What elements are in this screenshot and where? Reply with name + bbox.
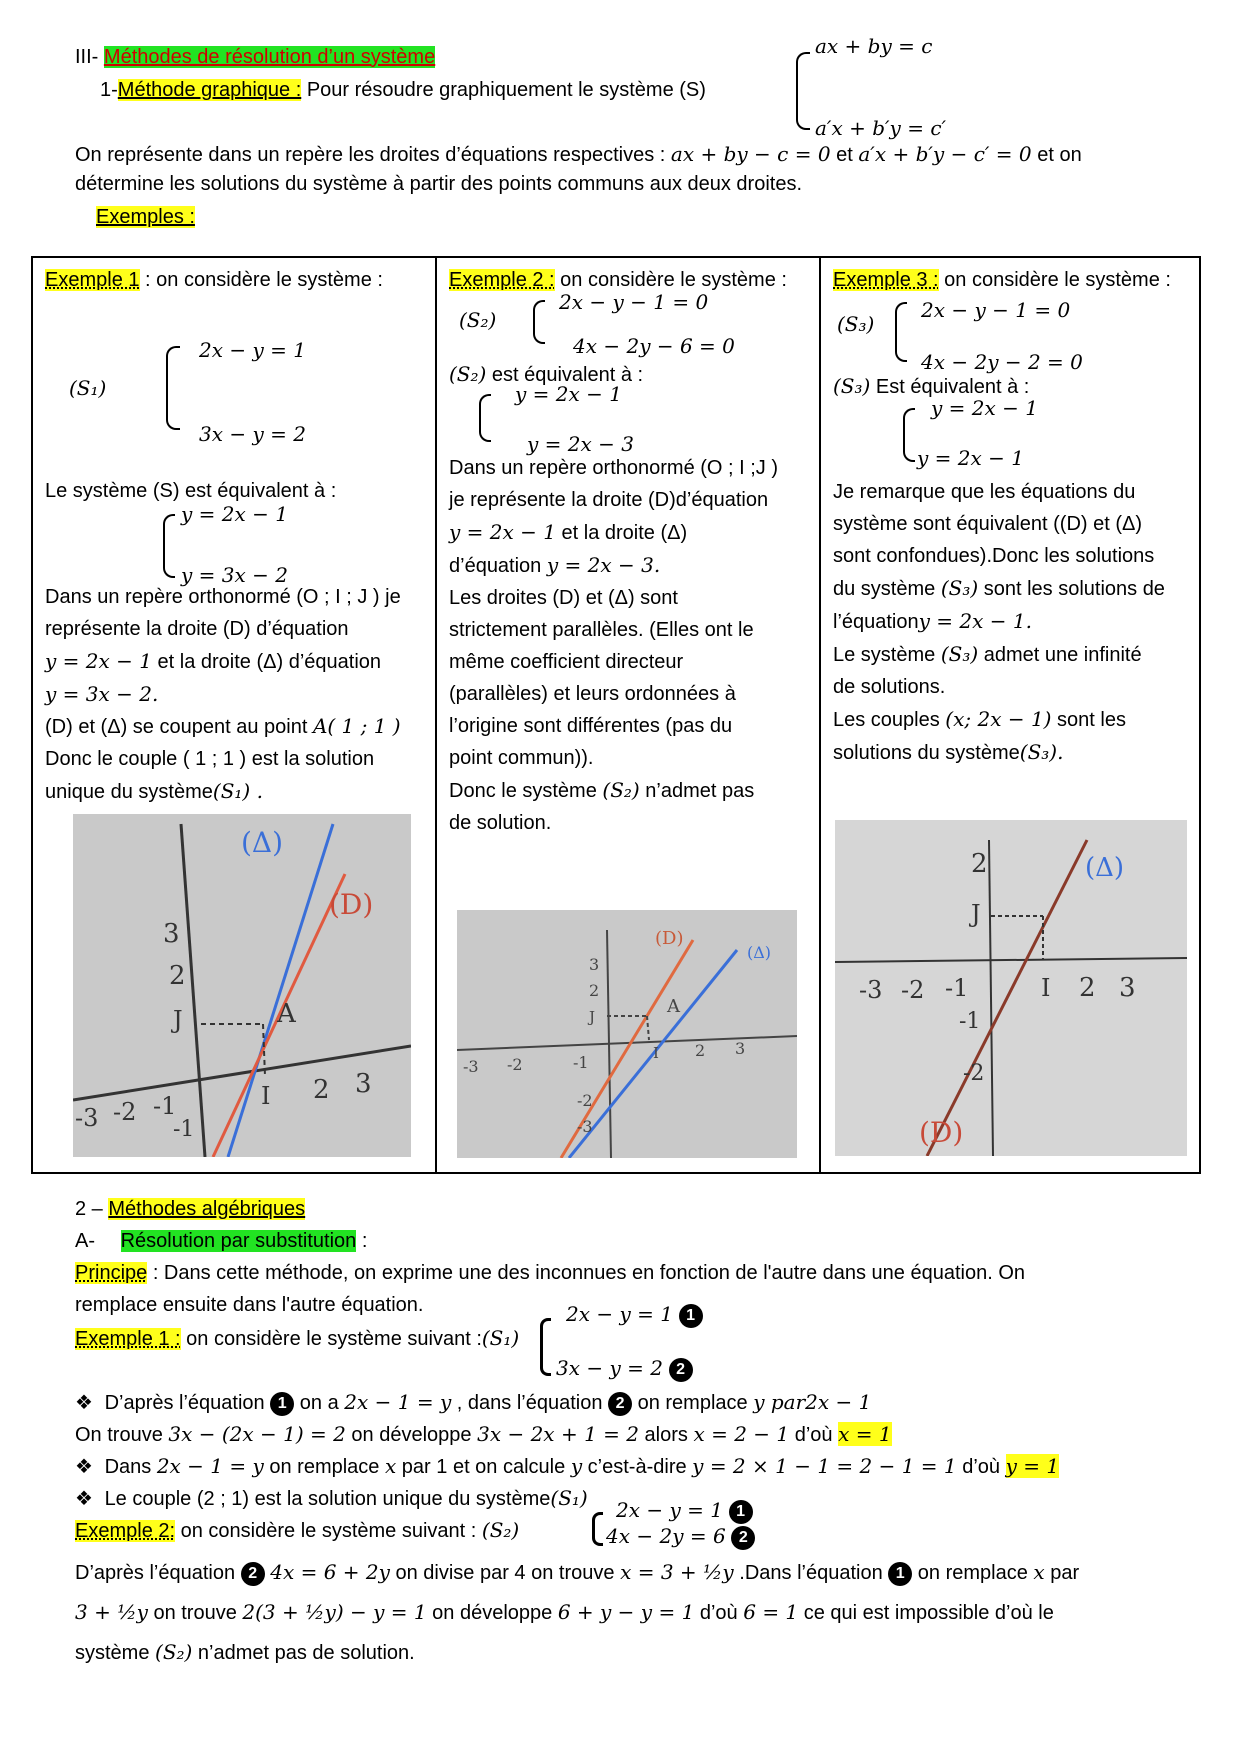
l6-eq3: 6 + y − y = 1: [557, 1600, 695, 1624]
algebra-ex1-eq2: 3x − y = 2: [556, 1356, 663, 1380]
general-eq1: ax + by = c: [815, 34, 933, 58]
ex2-eqA: y = 2x − 1: [515, 382, 622, 406]
ex3-p8-text: Les couples: [833, 709, 946, 731]
bullet-line3: [75, 1486, 588, 1511]
general-system-brace: [796, 52, 810, 130]
circled-number-1: 1: [888, 1562, 912, 1586]
ex2-sys-name: (S₂): [459, 308, 497, 332]
ex3-eqB: y = 2x − 1: [917, 446, 1024, 470]
algebra-ex1-brace: [540, 1318, 551, 1376]
ex3-p5: [833, 605, 1165, 638]
section3-number: III-: [75, 46, 99, 68]
algebra-ex2-intro-text: on considère le système suivant :: [175, 1520, 482, 1542]
ex3-p8-eq: (x; 2x − 1): [945, 707, 1052, 731]
ex3-x-3: -3: [859, 976, 883, 1004]
ex3-graph-photo: [835, 820, 1187, 1156]
ex2-eqB: y = 2x − 3: [527, 432, 634, 456]
ex1-intro: [45, 269, 383, 292]
ex1-p7: [45, 775, 401, 808]
line-on-trouve: [75, 1422, 892, 1447]
b2-eq2: y = 2 × 1 − 1 = 2 − 1 = 1: [692, 1454, 957, 1478]
b2-x: x: [384, 1454, 397, 1478]
diamond-bullet-icon: ❖: [75, 1392, 93, 1414]
subsection1-number: 1-: [100, 79, 118, 101]
principle-text: : Dans cette méthode, on exprime une des inconnues en fonction de l'autre dans une équation. On: [147, 1262, 1025, 1284]
circled-number-1: 1: [270, 1392, 294, 1416]
b3-sys: (S₁): [550, 1486, 588, 1510]
ex1-x-1: -1: [153, 1092, 177, 1120]
ex3-p5-eq: y = 2x − 1.: [918, 609, 1032, 633]
ex1-p7-text: unique du système: [45, 781, 213, 803]
examples-label: Exemples :: [96, 206, 195, 228]
ex3-p9-text: solutions du système: [833, 742, 1020, 764]
ex1-equiv: Le système (S) est équivalent à :: [45, 480, 337, 502]
b2-result: y = 1: [1005, 1454, 1060, 1478]
ex3-p6-text: Le système: [833, 644, 941, 666]
ex2-x-2: -2: [507, 1055, 523, 1074]
b1-text-b: on a: [294, 1392, 345, 1414]
algebra-ex1-eq2-row: [556, 1356, 693, 1382]
ex2-x-3: -3: [463, 1057, 479, 1076]
algebra-ex2-label: Exemple 2:: [75, 1520, 176, 1542]
ex1-y2: 2: [169, 961, 186, 991]
bullet-line2: [75, 1454, 1059, 1479]
circled-number-2: 2: [731, 1526, 755, 1550]
l2-text-c: alors: [638, 1424, 694, 1446]
l6-text-a: on trouve: [147, 1602, 243, 1624]
ex3-p4: [833, 572, 1165, 605]
ex2-p11-text: Donc le système: [449, 780, 603, 802]
ex2-equiv-brace: [479, 394, 491, 442]
para-end: et on: [1037, 144, 1082, 166]
ex2-p12: de solution.: [449, 812, 552, 834]
ex1-intro-text: : on considère le système :: [139, 269, 383, 291]
ex3-label-i: I: [1041, 974, 1051, 1002]
ex1-label-i: I: [261, 1082, 271, 1110]
ex3-equiv-brace: [903, 408, 915, 462]
ex2-p2: je représente la droite (D)d’équation: [449, 489, 769, 511]
ex1-p1: Dans un repère orthonormé (O ; I ; J ) je: [45, 586, 401, 608]
l6-eq4: 6 = 1: [743, 1600, 799, 1624]
b2-text-a: Dans: [104, 1456, 157, 1478]
l7-text-a: système: [75, 1642, 156, 1664]
ex3-sys-name: (S₃): [837, 312, 875, 336]
algebra-ex2-brace: [592, 1512, 603, 1546]
ex2-p3-eq: y = 2x − 1: [449, 520, 556, 544]
ex3-p4-text: du système: [833, 578, 941, 600]
subsection1-title: Méthode graphique :: [117, 79, 302, 101]
l6-text-d: ce qui est impossible d’où le: [798, 1602, 1054, 1624]
ex3-p5-text: l’équation: [833, 611, 919, 633]
ex3-label-delta: (Δ): [1085, 853, 1125, 883]
ex2-p9: l’origine sont différentes (pas du: [449, 715, 733, 737]
b2-eq: 2x − 1 = y: [156, 1454, 264, 1478]
b1-text-d: on remplace: [632, 1392, 754, 1414]
ex1-label-d: (D): [329, 888, 374, 921]
ex1-eq1: 2x − y = 1: [199, 338, 306, 362]
ex1-p7-sys: (S₁) .: [212, 779, 263, 803]
section2-number: 2 –: [75, 1198, 103, 1220]
l5-text-b: on divise par 4 on trouve: [389, 1562, 621, 1584]
ex1-explanation: [45, 581, 401, 808]
ex2-p5: Les droites (D) et (Δ) sont: [449, 587, 678, 609]
algebra-ex1-eq1: 2x − y = 1: [566, 1302, 673, 1326]
ex1-graph: [73, 814, 411, 1157]
ex2-eq2: 4x − 2y − 6 = 0: [573, 334, 735, 358]
l7-sys: (S₂): [155, 1640, 193, 1664]
ex3-x3: 3: [1119, 973, 1136, 1003]
para-eq-b: a′x + b′y − c′ = 0: [858, 142, 1032, 166]
algebra-ex1-label: Exemple 1 :: [75, 1328, 181, 1350]
ex1-label-a: A: [277, 999, 296, 1029]
method-paragraph-line1: [75, 142, 1082, 167]
general-eq2: a′x + b′y = c′: [815, 116, 947, 140]
diamond-bullet-icon: ❖: [75, 1488, 93, 1510]
example1-cell: [32, 257, 436, 1173]
b1-text-c: , dans l’équation: [451, 1392, 609, 1414]
l2-text-a: On trouve: [75, 1424, 169, 1446]
ex2-label: Exemple 2 :: [449, 269, 555, 291]
ex3-eqA: y = 2x − 1: [931, 396, 1038, 420]
ex2-p11-sys: (S₂): [602, 778, 640, 802]
algebra-ex2-sys: (S₂): [481, 1518, 520, 1542]
ex2-p10: point commun)).: [449, 747, 594, 769]
ex2-y3: 3: [589, 955, 600, 974]
ex3-p4-end: sont les solutions de: [978, 578, 1165, 600]
ex3-y-2: -2: [963, 1061, 985, 1086]
ex2-p4: [449, 549, 778, 582]
ex1-x-2: -2: [113, 1098, 137, 1126]
ex3-label-d: (D): [919, 1116, 964, 1149]
ex3-x2: 2: [1079, 973, 1096, 1003]
l6-text-b: on développe: [426, 1602, 558, 1624]
ex2-explanation: [449, 452, 778, 839]
ex2-p3-text: et la droite (Δ): [555, 522, 688, 544]
ex2-p11: [449, 774, 778, 807]
example2-cell: [436, 257, 820, 1173]
b2-y: y: [570, 1454, 583, 1478]
ex2-equiv-sys: (S₂): [449, 362, 487, 386]
ex2-p4-eq: y = 2x − 3.: [546, 553, 661, 577]
algebra-ex2-eq2-row: [606, 1524, 755, 1550]
circled-number-2: 2: [608, 1392, 632, 1416]
algebra-ex1-intro: [75, 1326, 519, 1351]
ex2-p8: (parallèles) et leurs ordonnées à: [449, 683, 736, 705]
l2-result: x = 1: [838, 1422, 892, 1446]
ex2-label-d: (D): [655, 928, 684, 949]
ex3-p4-sys: (S₃): [940, 576, 979, 600]
ex1-x-3: -3: [75, 1104, 99, 1132]
ex1-equiv-brace: [163, 514, 175, 578]
algebra-ex2-eq2: 4x − 2y = 6: [606, 1524, 726, 1548]
algebra-ex2-line3: [75, 1640, 415, 1665]
ex2-p7: même coefficient directeur: [449, 651, 684, 673]
ex1-y3: 3: [163, 919, 180, 949]
subsectionA-number: A-: [75, 1230, 95, 1252]
ex2-intro-text: on considère le système :: [554, 269, 787, 291]
examples-heading: [96, 206, 195, 229]
ex2-eq1: 2x − y − 1 = 0: [559, 290, 709, 314]
ex2-label-delta: (Δ): [747, 943, 772, 962]
b1-text-a: D’après l’équation: [104, 1392, 271, 1414]
ex2-system-brace: [533, 300, 545, 344]
bullet-line1: [75, 1390, 871, 1416]
algebra-ex2-line2: [75, 1600, 1054, 1625]
algebra-ex2-intro: [75, 1518, 519, 1543]
ex2-y-2: -2: [577, 1091, 593, 1110]
ex3-intro: [833, 269, 1171, 292]
ex1-p4: y = 3x − 2.: [45, 682, 159, 706]
ex1-p3-text: et la droite (Δ) d’équation: [151, 651, 382, 673]
ex3-y-axis: [989, 840, 993, 1156]
ex2-x3: 3: [735, 1039, 746, 1058]
l2-eq3: x = 2 − 1: [693, 1422, 790, 1446]
ex3-label: Exemple 3 :: [833, 269, 939, 291]
ex3-p8-end: sont les: [1051, 709, 1126, 731]
l5-eq: 4x = 6 + 2y: [270, 1560, 390, 1584]
ex3-equiv-sys: (S₃): [833, 374, 871, 398]
ex1-eqA: y = 2x − 1: [181, 502, 288, 526]
subsectionA-heading: [75, 1230, 367, 1253]
subsection1-heading: [100, 79, 706, 102]
ex3-eq2: 4x − 2y − 2 = 0: [921, 350, 1083, 374]
ex1-p5-text: (D) et (Δ) se coupent au point: [45, 716, 313, 738]
circled-number-1: 1: [679, 1304, 703, 1328]
ex2-y2: 2: [589, 981, 600, 1000]
circled-number-2: 2: [669, 1358, 693, 1382]
algebra-ex2-eq1-row: [616, 1498, 753, 1524]
ex1-eq2: 3x − y = 2: [199, 422, 306, 446]
ex2-label-j: J: [589, 1008, 596, 1026]
section3-heading: [75, 46, 435, 69]
ex1-y-1: -1: [173, 1117, 195, 1142]
l6-text-c: d’où: [694, 1602, 744, 1624]
ex2-label-i: I: [653, 1044, 659, 1062]
ex3-y-1: -1: [959, 1009, 981, 1034]
examples-table: [31, 256, 1201, 1174]
ex1-p3: [45, 645, 401, 678]
algebra-ex1-eq1-row: [566, 1302, 703, 1328]
b2-text-c: par 1 et on calcule: [396, 1456, 571, 1478]
ex3-x-2: -2: [901, 976, 925, 1004]
l2-eq: 3x − (2x − 1) = 2: [168, 1422, 346, 1446]
ex2-graph-photo: [457, 910, 797, 1158]
ex1-p5: [45, 710, 401, 743]
ex1-label-j: J: [173, 1006, 183, 1034]
ex3-explanation: [833, 476, 1165, 769]
l2-eq2: 3x − 2x + 1 = 2: [477, 1422, 639, 1446]
example3-cell: [820, 257, 1200, 1173]
ex2-p1: Dans un repère orthonormé (O ; I ;J ): [449, 457, 779, 479]
subsection1-text: Pour résoudre graphiquement le système (S): [306, 79, 706, 101]
l2-text-b: on développe: [345, 1424, 478, 1446]
ex1-p5-point: A( 1 ; 1 ): [312, 714, 401, 738]
circled-number-2: 2: [241, 1562, 265, 1586]
l5-text-d: on remplace: [912, 1562, 1034, 1584]
l2-text-d: d’où: [789, 1424, 839, 1446]
ex3-graph: [835, 820, 1187, 1156]
principle-line1: [75, 1262, 1025, 1285]
section2-title: Méthodes algébriques: [108, 1198, 306, 1220]
method-paragraph-line2: détermine les solutions du système à partir des points communs aux deux droites.: [75, 173, 803, 195]
ex2-intro: [449, 269, 787, 292]
ex3-p9: [833, 736, 1165, 769]
ex3-intro-text: on considère le système :: [938, 269, 1171, 291]
b1-eq2: y par2x − 1: [753, 1390, 872, 1414]
ex1-label-delta: (Δ): [241, 826, 284, 859]
b2-text-e: d’où: [956, 1456, 1006, 1478]
b3-text: Le couple (2 ; 1) est la solution unique du système: [104, 1488, 551, 1510]
para-eq-a: ax + by − c = 0: [670, 142, 831, 166]
ex1-p3-eq: y = 2x − 1: [45, 649, 152, 673]
ex1-sys-name: (S₁): [69, 376, 107, 400]
ex2-equiv-text: est équivalent à :: [486, 364, 644, 386]
ex3-p9-sys: (S₃).: [1019, 740, 1064, 764]
ex3-equiv-text: Est équivalent à :: [870, 376, 1030, 398]
ex2-y-3: -3: [577, 1117, 593, 1136]
ex2-label-a: A: [667, 996, 680, 1017]
para-et: et: [836, 144, 853, 166]
diamond-bullet-icon: ❖: [75, 1456, 93, 1478]
b2-text-b: on remplace: [263, 1456, 385, 1478]
subsectionA-colon: :: [356, 1230, 368, 1252]
ex3-p6-sys: (S₃): [940, 642, 979, 666]
principle-label: Principe: [75, 1262, 148, 1284]
ex3-p7: de solutions.: [833, 676, 946, 698]
ex2-x2: 2: [695, 1041, 706, 1060]
ex3-p8: [833, 703, 1165, 736]
algebra-ex2-eq1: 2x − y = 1: [616, 1498, 723, 1522]
ex1-eqB: y = 3x − 2: [181, 563, 288, 587]
ex3-p6-end: admet une infinité: [978, 644, 1142, 666]
ex1-p2: représente la droite (D) d’équation: [45, 618, 349, 640]
ex3-eq1: 2x − y − 1 = 0: [921, 298, 1071, 322]
ex3-x-axis: [835, 958, 1187, 962]
ex3-p3: sont confondues).Donc les solutions: [833, 545, 1155, 567]
ex1-system-brace: [166, 346, 180, 430]
ex2-p6: strictement parallèles. (Elles ont le: [449, 619, 754, 641]
ex3-y2: 2: [971, 849, 988, 879]
ex2-p3: [449, 516, 778, 549]
l6-eq: 3 + ½y: [75, 1600, 148, 1624]
ex1-graph-photo: [73, 814, 411, 1157]
l5-x: x: [1033, 1560, 1045, 1584]
ex3-p1: Je remarque que les équations du: [833, 481, 1136, 503]
para-text: On représente dans un repère les droites d’équations respectives :: [75, 144, 666, 166]
ex2-x-1: -1: [573, 1053, 589, 1072]
l5-text-c: .Dans l’équation: [733, 1562, 889, 1584]
b1-eq: 2x − 1 = y: [344, 1390, 452, 1414]
section2-heading: [75, 1198, 305, 1221]
ex2-graph: [457, 910, 797, 1158]
l5-text-e: par: [1044, 1562, 1080, 1584]
ex3-p6: [833, 638, 1165, 671]
ex1-p6: Donc le couple ( 1 ; 1 ) est la solution: [45, 748, 375, 770]
b2-text-d: c’est-à-dire: [582, 1456, 693, 1478]
ex2-dash-v: [647, 1016, 649, 1040]
algebra-ex1-intro-text: on considère le système suivant :: [180, 1328, 482, 1350]
l5-text-a: D’après l’équation: [75, 1562, 241, 1584]
ex2-p4-text: d’équation: [449, 555, 547, 577]
l6-eq2: 2(3 + ½y) − y = 1: [242, 1600, 427, 1624]
principle-line2: remplace ensuite dans l'autre équation.: [75, 1294, 424, 1316]
circled-number-1: 1: [729, 1500, 753, 1524]
ex3-system-brace: [895, 302, 907, 362]
ex1-line-delta: [228, 824, 333, 1157]
l7-text-b: n’admet pas de solution.: [192, 1642, 415, 1664]
ex3-label-j: J: [971, 900, 981, 928]
algebra-ex2-line1: [75, 1560, 1079, 1586]
ex1-x2: 2: [313, 1075, 330, 1105]
section3-title: Méthodes de résolution d’un système: [103, 46, 436, 68]
ex1-label: Exemple 1: [45, 269, 140, 291]
subsectionA-title: Résolution par substitution: [120, 1230, 357, 1252]
ex2-p11-end: n’admet pas: [639, 780, 755, 802]
ex1-x3: 3: [355, 1069, 372, 1099]
algebra-ex1-sys: (S₁): [481, 1326, 520, 1350]
ex3-x-1: -1: [945, 974, 969, 1002]
ex3-p2: système sont équivalent ((D) et (Δ): [833, 513, 1143, 535]
l5-eq2: x = 3 + ½y: [620, 1560, 734, 1584]
